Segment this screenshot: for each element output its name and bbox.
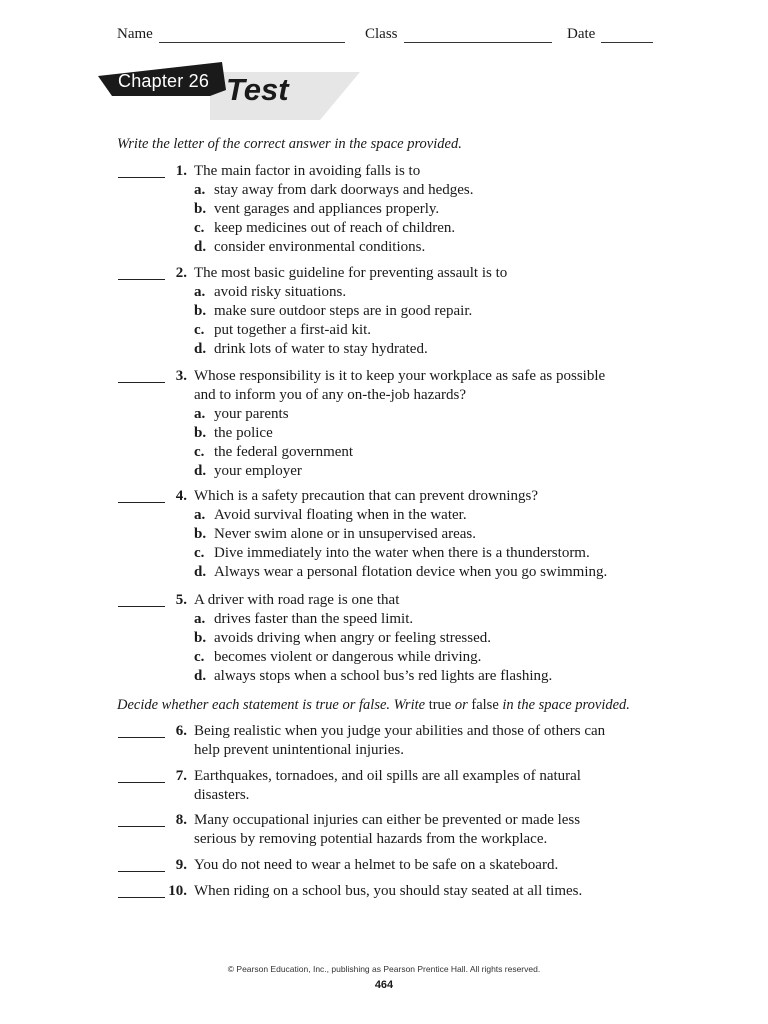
class-blank[interactable] bbox=[404, 28, 552, 43]
question-text: Which is a safety precaution that can prevent drownings? bbox=[194, 488, 539, 504]
statement-line: serious by removing potential hazards from the workplace. bbox=[194, 831, 548, 847]
answer-blank[interactable] bbox=[118, 177, 165, 178]
question-number: 8. bbox=[175, 812, 187, 828]
question-5 bbox=[118, 591, 658, 686]
answer-blank[interactable] bbox=[118, 826, 165, 827]
question-6 bbox=[118, 722, 658, 760]
question-text: A driver with road rage is one that bbox=[194, 592, 400, 608]
question-8 bbox=[118, 811, 658, 849]
question-number: 4. bbox=[175, 488, 187, 504]
statement-line: help prevent unintentional injuries. bbox=[194, 742, 404, 758]
name-field bbox=[117, 26, 345, 43]
question-4 bbox=[118, 487, 658, 582]
option-c: c. Dive immediately into the water when there is a thunderstorm. bbox=[194, 545, 590, 561]
class-label: Class bbox=[365, 26, 398, 42]
option-c: c. becomes violent or dangerous while driving. bbox=[194, 649, 482, 665]
name-label: Name bbox=[117, 26, 153, 42]
option-d: d. always stops when a school bus’s red lights are flashing. bbox=[194, 668, 553, 684]
question-number: 2. bbox=[175, 265, 187, 281]
question-text: The main factor in avoiding falls is to bbox=[194, 163, 421, 179]
statement-line: Earthquakes, tornadoes, and oil spills are all examples of natural bbox=[194, 768, 581, 784]
statement-line: You do not need to wear a helmet to be safe on a skateboard. bbox=[194, 857, 559, 873]
answer-blank[interactable] bbox=[118, 502, 165, 503]
question-2 bbox=[118, 264, 658, 359]
chapter-label: Chapter 26 bbox=[118, 71, 210, 91]
option-a: a. Avoid survival floating when in the water. bbox=[194, 507, 467, 523]
question-text: The most basic guideline for preventing assault is to bbox=[194, 265, 508, 281]
answer-blank[interactable] bbox=[118, 279, 165, 280]
statement-line: disasters. bbox=[194, 787, 250, 803]
answer-blank[interactable] bbox=[118, 382, 165, 383]
page-number: 464 bbox=[374, 979, 394, 991]
question-10 bbox=[118, 882, 658, 901]
date-label: Date bbox=[567, 26, 596, 42]
option-c: c. put together a first-aid kit. bbox=[194, 322, 372, 338]
question-number: 10. bbox=[168, 883, 187, 899]
statement-line: Many occupational injuries can either be prevented or made less bbox=[194, 812, 581, 828]
question-1 bbox=[118, 162, 658, 257]
option-b: b. the police bbox=[194, 425, 273, 441]
statement-line: When riding on a school bus, you should stay seated at all times. bbox=[194, 883, 583, 899]
date-blank[interactable] bbox=[601, 28, 653, 43]
header-fields bbox=[117, 26, 657, 48]
answer-blank[interactable] bbox=[118, 782, 165, 783]
question-number: 5. bbox=[175, 592, 187, 608]
option-d: d. consider environmental conditions. bbox=[194, 239, 426, 255]
section2-instructions: Decide whether each statement is true or false. Write true or false in the space provided. bbox=[117, 697, 630, 713]
copyright-notice: © Pearson Education, Inc., publishing as Pearson Prentice Hall. All rights reserved. bbox=[227, 964, 541, 974]
question-7 bbox=[118, 767, 658, 805]
question-number: 6. bbox=[175, 723, 187, 739]
option-a: a. avoid risky situations. bbox=[194, 284, 347, 300]
option-b: b. vent garages and appliances properly. bbox=[194, 201, 440, 217]
page-title: Test bbox=[226, 72, 289, 107]
statement-line: Being realistic when you judge your abilities and those of others can bbox=[194, 723, 606, 739]
option-b: b. avoids driving when angry or feeling stressed. bbox=[194, 630, 492, 646]
chapter-banner bbox=[98, 62, 368, 122]
option-b: b. make sure outdoor steps are in good repair. bbox=[194, 303, 473, 319]
option-a: a. your parents bbox=[194, 406, 289, 422]
section1-instructions: Write the letter of the correct answer in the space provided. bbox=[117, 136, 462, 152]
date-field bbox=[567, 26, 653, 43]
option-c: c. keep medicines out of reach of children. bbox=[194, 220, 456, 236]
option-a: a. stay away from dark doorways and hedges. bbox=[194, 182, 474, 198]
answer-blank[interactable] bbox=[118, 871, 165, 872]
option-d: d. Always wear a personal flotation device when you go swimming. bbox=[194, 564, 608, 580]
question-number: 7. bbox=[175, 768, 187, 784]
class-field bbox=[365, 26, 552, 43]
question-text-line: and to inform you of any on-the-job hazards? bbox=[194, 387, 466, 403]
option-b: b. Never swim alone or in unsupervised areas. bbox=[194, 526, 477, 542]
question-3 bbox=[118, 367, 658, 481]
option-d: d. drink lots of water to stay hydrated. bbox=[194, 341, 428, 357]
question-number: 3. bbox=[175, 368, 187, 384]
question-9 bbox=[118, 856, 658, 875]
question-number: 9. bbox=[175, 857, 187, 873]
answer-blank[interactable] bbox=[118, 737, 165, 738]
option-d: d. your employer bbox=[194, 463, 302, 479]
question-number: 1. bbox=[175, 163, 187, 179]
answer-blank[interactable] bbox=[118, 606, 165, 607]
answer-blank[interactable] bbox=[118, 897, 165, 898]
option-c: c. the federal government bbox=[194, 444, 354, 460]
name-blank[interactable] bbox=[159, 28, 345, 43]
option-a: a. drives faster than the speed limit. bbox=[194, 611, 414, 627]
question-text-line: Whose responsibility is it to keep your workplace as safe as possible bbox=[194, 368, 606, 384]
